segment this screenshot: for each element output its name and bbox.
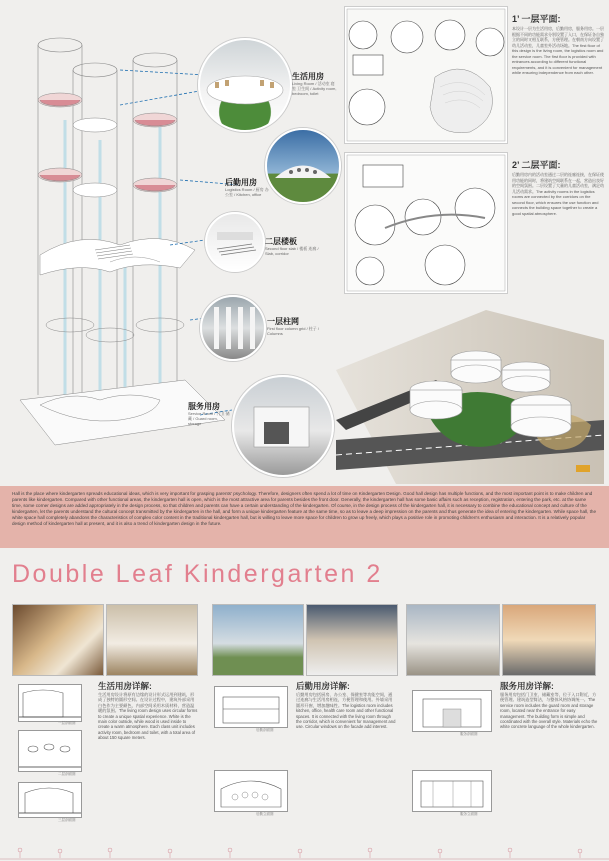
- logistics-room-label: [225, 178, 270, 197]
- logistics-section-label: 后勤剖面图: [256, 728, 274, 732]
- logistics-elevation-svg: [215, 771, 287, 811]
- living-room-detail-title: 生活用房详解:: [98, 681, 152, 691]
- logistics-illustration: [267, 130, 339, 202]
- living-room-label: [292, 72, 338, 96]
- section-drawing-2-svg: [19, 731, 81, 771]
- section-label-2: 二层剖面图: [58, 772, 76, 776]
- living-room-render: [198, 38, 292, 132]
- service-room-render: [232, 375, 334, 477]
- service-detail-text: 服务用房包括门卫室、储藏室等，位于入口附近，方便管理。建筑造型简洁，与整体风格协调统一。The service room includes the guard room and storage room, located near the entrance for easy management. The building form is simple and coordinated with the overall style. Materials echo the white concrete language of the whole kindergarten.: [500, 692, 598, 730]
- slab-title: 二层楼板: [265, 237, 297, 246]
- first-floor-plan: [344, 6, 508, 144]
- section-label-1: 一层剖面图: [58, 721, 76, 725]
- logistics-detail-title: 后勤用房详解:: [296, 681, 350, 691]
- service-room-subtitle: Service Room / 门卫 储藏 / Guard room, storage: [188, 411, 230, 426]
- colonnade-illustration: [202, 297, 264, 359]
- slab-label: [265, 237, 325, 256]
- service-elevation-label: 服务立面图: [460, 812, 478, 816]
- aerial-render-image: [336, 300, 604, 484]
- section-drawing-3-svg: [19, 783, 81, 817]
- description-band: [0, 486, 609, 548]
- section-drawing-1: [18, 684, 82, 722]
- second-floor-plan: [344, 152, 508, 294]
- classroom-render: [106, 604, 198, 676]
- first-floor-plan-drawing: [345, 7, 507, 143]
- service-exterior-render: [406, 604, 500, 676]
- logistics-closeup-render: [306, 604, 398, 676]
- stair-render: [205, 212, 265, 272]
- service-section-svg: [413, 691, 491, 731]
- living-room-illustration: [200, 40, 290, 130]
- service-detail-title: 服务用房详解:: [500, 681, 554, 691]
- living-room-title: 生活用房: [292, 72, 324, 81]
- colonnade-render: [200, 295, 266, 361]
- logistics-section-svg: [215, 687, 287, 727]
- second-floor-description: 后勤用房内的活动室通过二层的连廊连接，在保证使用功能的同时，将建筑空间联系在一起，营造出良好的空间氛围。二层设置了大量的儿童活动室，满足幼儿活动需求。The activity rooms in the logistics rooms are connected by the corridors on the second floor, which ensures the use function and connects the building space together to create a good spatial atmosphere.: [512, 172, 604, 216]
- second-floor-plan-drawing: [345, 153, 507, 293]
- colonnade-subtitle: First floor column grid / 柱子 / Columns: [267, 326, 320, 336]
- service-section: [412, 690, 492, 732]
- logistics-room-render: [265, 128, 341, 204]
- section-drawing-3: [18, 782, 82, 818]
- logistics-exterior-render: [212, 604, 304, 676]
- band-paragraph: Hall is the place where kindergarten spreads educational ideas, which is very important for grasping parents' psychology. Therefore, designers often spend a lot of time on Kindergarten Design. Good hall design has multiple functions, and the most important point is to make children and parents like kindergarten. Compared with other functional areas, the kindergarten hall is open, which is the most attractive area for parents besides the front door. Generally, the kindergarten hall has some basic affairs such as reception, registration, entering the park, etc. at the same time, some corner designs are added appropriately in the design process, so that children and parents can have a certain understanding of the kindergarten. Of course, in the design process of the kindergarten hall, it is necessary to combine the educational concept and culture of the kindergarten, let the parents understand the cultural concept transmitted by the kindergarten in the hall, and form a unique kindergarten feature at the same time, so as to leave a deep impression on the parents and thus generate the idea of entering the kindergarten. While space hall, the white space hall completely abandons the characteristics of complex color content in the traditional kindergarten hall, but is willing to leave more space for children to grow up freely, which plays a positive role in promoting children's enthusiasm and interaction. It is a relatively popular design method of kindergarten hall at present, and it is also a trend of kindergarten design in the future.: [12, 491, 597, 526]
- service-street-render: [502, 604, 596, 676]
- service-elevation-svg: [413, 771, 491, 811]
- living-room-detail-text: 生活用房设计将原有边缘的设计形式运用到建筑，形成了独特的圆形空间。在设计过程中，建筑外部采用白色作为主要颜色，内部空间采用木质材料，营造温暖的氛围。The living room design uses circular forms to create a unique spatial experience. White is the main color outside, while wood is used inside to create a warm atmosphere. Each class unit includes activity room, bedroom and toilet, with a total area of about 150 square meters.: [98, 692, 198, 741]
- service-illustration: [234, 377, 332, 475]
- service-room-title: 服务用房: [188, 402, 220, 411]
- first-floor-title: 1’ 一层平面:: [512, 14, 561, 24]
- living-room-subtitle: Living Room / 活动室 寝室 卫生间 / Activity room, bedroom, toilet: [292, 81, 337, 96]
- first-floor-description: 本设计一层为生活用房，后勤用房，服务用房。一层根据不同的功能需求分别设置了入口，在保证各自独立的同时又相互联系，方便管理。在朝南方向设置了幼儿活动室，儿童室外活动场地。The first floor of this design is the living room, the logistics room and the service room. The first floor is provided with entrances according to different functional requirements, and it is convenient for management while ensuring independence from each other.: [512, 26, 604, 75]
- second-floor-title: 2’ 二层平面:: [512, 160, 561, 170]
- service-room-label: [188, 402, 232, 426]
- figure-strip: [0, 842, 609, 861]
- section-label-3: 三层剖面图: [58, 818, 76, 822]
- service-elevation: [412, 770, 492, 812]
- logistics-detail-text: 后勤用房包括厨房、办公室、保健室等功能空间，通过连廊与生活用房相连，方便管理和使用。外墙采用圆形开窗，增加趣味性。The logistics room includes kitchen, office, health care room and other functional spaces. It is connected with the living room through the corridor, which is convenient for management and use. Circular windows on the facade add interest.: [296, 692, 396, 730]
- logistics-room-subtitle: Logistics Room / 厨房 办公室 / Kitchen, office: [225, 187, 269, 197]
- logistics-section: [214, 686, 288, 728]
- main-title: Double Leaf Kindergarten 2: [12, 560, 383, 588]
- axonometric-diagram: [0, 0, 340, 480]
- service-section-label: 服务剖面图: [460, 732, 478, 736]
- interior-render: [12, 604, 104, 676]
- section-drawing-2: [18, 730, 82, 772]
- stair-illustration: [207, 214, 263, 270]
- logistics-elevation: [214, 770, 288, 812]
- colonnade-label: [267, 317, 327, 336]
- logistics-room-title: 后勤用房: [225, 178, 257, 187]
- slab-subtitle: Second floor slab / 楼板 连廊 / Slab, corridor: [265, 246, 319, 256]
- colonnade-title: 一层柱网: [267, 317, 299, 326]
- section-drawing-1-svg: [19, 685, 81, 721]
- logistics-elevation-label: 后勤立面图: [256, 812, 274, 816]
- aerial-render: [336, 300, 604, 484]
